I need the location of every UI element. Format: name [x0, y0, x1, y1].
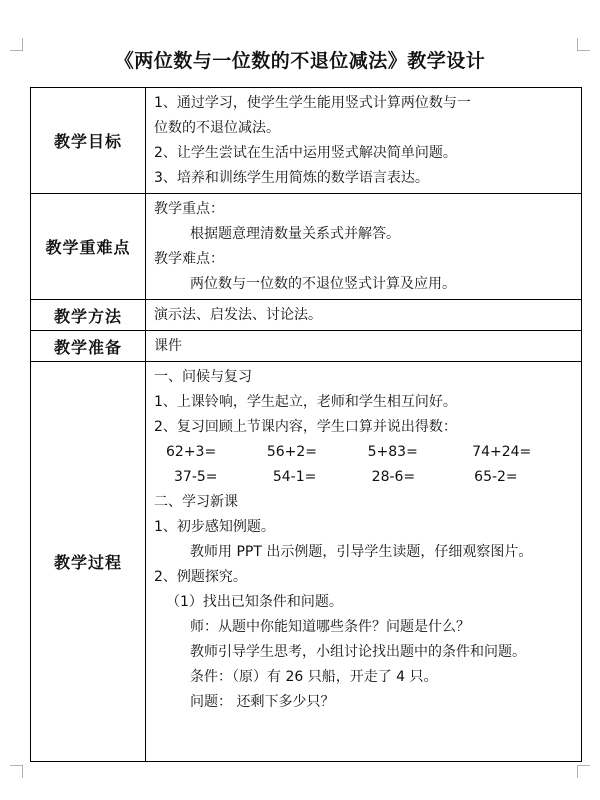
equation-row-2 — [154, 465, 573, 490]
key-points-row — [31, 194, 582, 300]
key-points-label: 教学重难点 — [31, 194, 146, 300]
method-label: 教学方法 — [31, 300, 146, 331]
equation: 74+24= — [472, 444, 532, 460]
process-substep-1: （1）找出已知条件和问题。 — [166, 594, 343, 610]
key-point-text: 根据题意理清数量关系式并解答。 — [190, 226, 400, 242]
equation: 56+2= — [266, 444, 317, 460]
document-title: 《两位数与一位数的不退位减法》教学设计 — [114, 50, 486, 72]
key-point-heading: 教学重点： — [154, 201, 224, 217]
difficulty-text: 两位数与一位数的不退位竖式计算及应用。 — [190, 276, 456, 292]
equation: 28-6= — [371, 469, 416, 485]
equation-row-1 — [154, 440, 573, 465]
equation: 37-5= — [174, 469, 218, 485]
teacher-guidance: 教师引导学生思考，小组讨论找出题中的条件和问题。 — [190, 644, 526, 660]
process-step-4: 2、例题探究。 — [154, 569, 247, 585]
crop-mark-bottom-right — [577, 765, 590, 778]
goals-label: 教学目标 — [31, 88, 146, 194]
method-content: 演示法、启发法、讨论法。 — [146, 300, 582, 331]
question-text: 问题： 还剩下多少只？ — [190, 694, 335, 710]
crop-mark-bottom-left — [10, 765, 23, 778]
teacher-question: 师：从题中你能知道哪些条件？问题是什么？ — [190, 619, 470, 635]
goals-content — [146, 88, 582, 194]
process-heading-1: 一、问候与复习 — [154, 369, 252, 385]
process-row — [31, 362, 582, 762]
prep-label: 教学准备 — [31, 331, 146, 362]
equation: 5+83= — [367, 444, 418, 460]
equation: 65-2= — [474, 469, 518, 485]
goal-line-4: 3、培养和训练学生用简炼的数学语言表达。 — [154, 170, 429, 186]
process-content — [146, 362, 582, 762]
process-step-2: 2、复习回顾上节课内容，学生口算并说出得数： — [154, 419, 457, 435]
difficulty-heading: 教学难点： — [154, 251, 224, 267]
key-points-content — [146, 194, 582, 300]
goal-line-1: 1、通过学习，使学生学生能用竖式计算两位数与一 — [154, 95, 471, 111]
goal-line-2: 位数的不退位减法。 — [154, 120, 280, 136]
prep-row — [31, 331, 582, 362]
equation: 62+3= — [166, 444, 217, 460]
process-step-3-detail: 教师用 PPT 出示例题，引导学生读题，仔细观察图片。 — [190, 544, 533, 560]
process-step-3: 1、初步感知例题。 — [154, 519, 275, 535]
goal-line-3: 2、让学生尝试在生活中运用竖式解决简单问题。 — [154, 145, 457, 161]
process-label: 教学过程 — [31, 362, 146, 762]
method-row — [31, 300, 582, 331]
process-heading-2: 二、学习新课 — [154, 494, 238, 510]
equation: 54-1= — [272, 469, 317, 485]
prep-content: 课件 — [146, 331, 582, 362]
process-step-1: 1、上课铃响，学生起立，老师和学生相互问好。 — [154, 394, 457, 410]
lesson-plan-table — [30, 87, 582, 762]
goals-row — [31, 88, 582, 194]
condition-text: 条件：（原）有 26 只船，开走了 4 只。 — [190, 669, 438, 685]
